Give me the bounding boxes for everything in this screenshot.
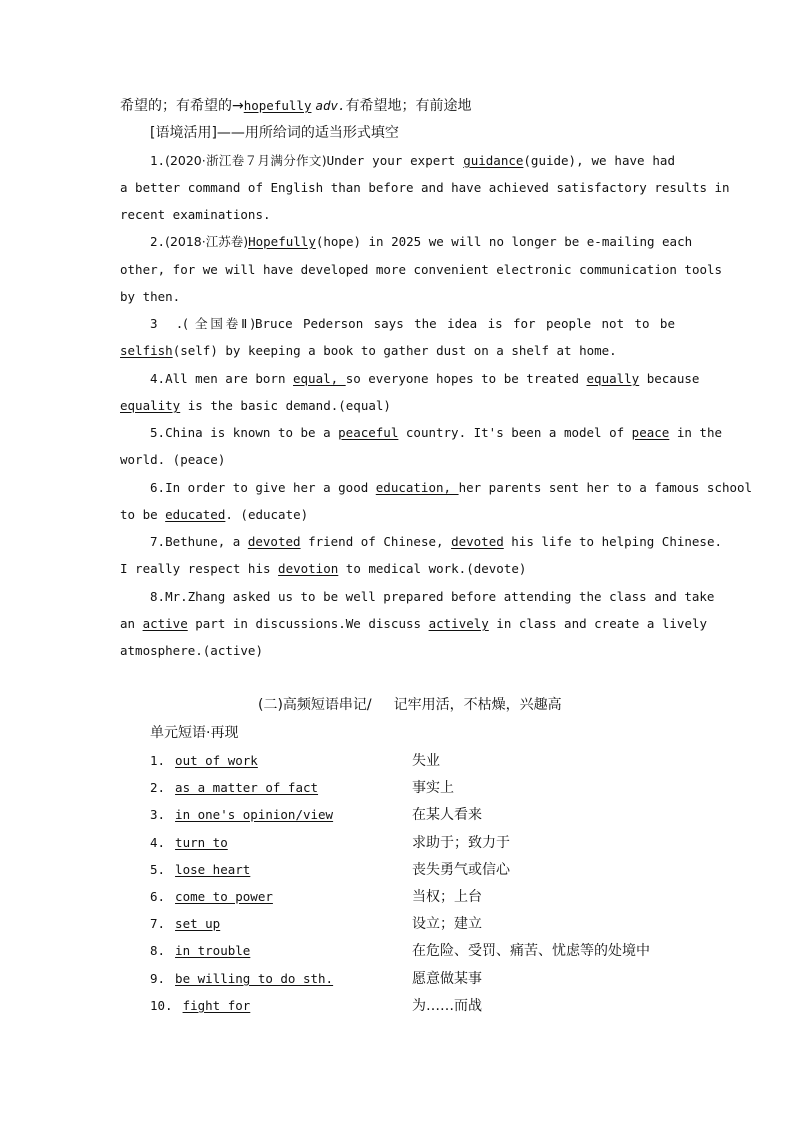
phrase-english: out of work xyxy=(175,753,258,768)
exercise-item-6-line1 xyxy=(150,478,753,498)
answer-blank: Hopefully xyxy=(248,234,316,249)
phrase-row xyxy=(150,968,710,990)
item-text: Under your expert xyxy=(326,153,464,168)
phrase-number: 4. xyxy=(150,835,166,850)
phrase-chinese: 当权；上台 xyxy=(412,889,482,905)
phrase-english: be willing to do sth. xyxy=(175,971,334,986)
item-text: so everyone hopes to be treated xyxy=(345,371,587,386)
item-text: her parents sent her to a famous school xyxy=(458,480,753,495)
answer-blank: actively xyxy=(428,616,489,631)
answer-blank: equally xyxy=(586,371,640,386)
answer-blank: equal, xyxy=(293,371,346,386)
word-meaning: 有希望地；有前途地 xyxy=(345,98,472,114)
phrase-chinese: 在危险、受罚、痛苦、忧虑等的处境中 xyxy=(412,943,650,959)
phrase-chinese: 在某人看来 xyxy=(412,807,482,823)
item-number: 6. xyxy=(150,480,166,495)
item-number: 3 . xyxy=(150,316,184,331)
phrase-number: 3. xyxy=(150,807,166,822)
item-text: Bruce Pederson says the idea is for people not to be xyxy=(255,316,675,331)
phrase-english: fight for xyxy=(182,998,251,1013)
item-text: (self) by keeping a book to gather dust on a shelf at home. xyxy=(172,343,617,358)
exercise-item-5-line1 xyxy=(150,423,722,443)
phrases-subheading: 单元短语·再现 xyxy=(150,725,239,741)
phrase-english: lose heart xyxy=(175,862,251,877)
phrase-row xyxy=(150,859,710,881)
answer-blank: devotion xyxy=(278,561,339,576)
phrase-number: 8. xyxy=(150,943,166,958)
item-text: In order to give her a good xyxy=(165,480,376,495)
exercise-item-2-line1 xyxy=(150,232,693,252)
item-text: (hope) in 2025 we will no longer be e-mailing each xyxy=(315,234,693,249)
derived-word: hopefully xyxy=(243,98,312,113)
item-number: 8. xyxy=(150,589,166,604)
exercise-item-3-line1 xyxy=(150,314,675,334)
exercise-item-8-line2 xyxy=(120,614,708,634)
section-title xyxy=(258,695,562,715)
answer-blank: equality xyxy=(120,398,181,413)
item-text: . (educate) xyxy=(225,507,309,522)
phrase-number: 6. xyxy=(150,889,166,904)
phrase-english: turn to xyxy=(175,835,228,850)
item-text: China is known to be a xyxy=(165,425,339,440)
phrase-chinese: 事实上 xyxy=(412,780,454,796)
item-source: (2020·浙江卷７月满分作文) xyxy=(165,153,327,168)
exercise-item-7-line2 xyxy=(120,559,675,579)
exercise-item-7-line1 xyxy=(150,532,722,552)
exercise-item-8-line3: atmosphere.(active) xyxy=(120,643,263,658)
phrase-row xyxy=(150,832,710,854)
exercise-item-1-line3: recent examinations. xyxy=(120,207,271,222)
phrase-number: 5. xyxy=(150,862,166,877)
phrase-row xyxy=(150,750,710,772)
phrase-row xyxy=(150,940,710,962)
exercise-item-2-line2: other, for we will have developed more convenient electronic communication tools xyxy=(120,262,723,277)
item-text: Bethune, a xyxy=(165,534,248,549)
phrase-english: in trouble xyxy=(175,943,251,958)
item-source: (2018·江苏卷) xyxy=(165,234,249,249)
exercise-item-4-line1 xyxy=(150,369,700,389)
phrase-chinese: 愿意做某事 xyxy=(412,971,482,987)
phrase-chinese: 为……而战 xyxy=(412,998,482,1014)
section-title-main: (二)高频短语串记/ xyxy=(258,697,372,713)
vocab-definition-line xyxy=(120,96,675,116)
phrase-chinese: 设立；建立 xyxy=(412,916,482,932)
phrase-number: 10. xyxy=(150,998,173,1013)
answer-blank: selfish xyxy=(120,343,173,358)
item-text: an xyxy=(120,616,143,631)
item-number: 7. xyxy=(150,534,166,549)
answer-blank: devoted xyxy=(247,534,301,549)
phrase-english: in one's opinion/view xyxy=(175,807,334,822)
phrase-english: as a matter of fact xyxy=(175,780,319,795)
item-text: country. It's been a model of xyxy=(398,425,632,440)
exercise-item-5-line2: world. (peace) xyxy=(120,452,226,467)
answer-blank: active xyxy=(142,616,188,631)
item-text: Mr.Zhang asked us to be well prepared before attending the class and take xyxy=(165,589,715,604)
item-text: his life to helping Chinese. xyxy=(503,534,722,549)
item-text: is the basic demand.(equal) xyxy=(180,398,391,413)
exercise-item-4-line2 xyxy=(120,396,675,416)
item-text: to medical work.(devote) xyxy=(338,561,527,576)
phrase-number: 2. xyxy=(150,780,166,795)
phrase-number: 9. xyxy=(150,971,166,986)
exercise-item-1-line1 xyxy=(150,151,675,171)
phrase-chinese: 丧失勇气或信心 xyxy=(412,862,510,878)
phrase-chinese: 求助于；致力于 xyxy=(412,835,510,851)
exercise-item-3-line2 xyxy=(120,341,675,361)
answer-blank: guidance xyxy=(463,153,524,168)
item-text: All men are born xyxy=(165,371,293,386)
phrase-row xyxy=(150,804,710,826)
phrase-english: set up xyxy=(175,916,221,931)
answer-blank: educated xyxy=(165,507,226,522)
item-text: to be xyxy=(120,507,166,522)
phrase-row xyxy=(150,777,710,799)
answer-blank: devoted xyxy=(451,534,504,549)
item-text: (guide), we have had xyxy=(523,153,675,168)
item-number: 5. xyxy=(150,425,166,440)
item-text: in the xyxy=(669,425,722,440)
phrase-row xyxy=(150,913,710,935)
item-text: I really respect his xyxy=(120,561,279,576)
item-text: in class and create a lively xyxy=(488,616,708,631)
phrase-chinese: 失业 xyxy=(412,753,440,769)
part-of-speech: adv. xyxy=(315,98,346,113)
answer-blank: peaceful xyxy=(338,425,399,440)
item-number: 1. xyxy=(150,153,166,168)
answer-blank: education, xyxy=(375,480,459,495)
item-number: 2. xyxy=(150,234,166,249)
phrase-number: 7. xyxy=(150,916,166,931)
phrase-row xyxy=(150,995,710,1017)
exercise-item-2-line3: by then. xyxy=(120,289,181,304)
phrase-english: come to power xyxy=(175,889,273,904)
exercise-item-8-line1 xyxy=(150,587,715,607)
item-source: ( 全国卷Ⅱ) xyxy=(183,316,255,331)
section-title-motto: 记牢用活，不枯燥，兴趣高 xyxy=(393,697,562,713)
item-text: friend of Chinese, xyxy=(300,534,452,549)
phrase-row xyxy=(150,886,710,908)
item-number: 4. xyxy=(150,371,166,386)
item-text: because xyxy=(639,371,700,386)
exercise-item-6-line2 xyxy=(120,505,675,525)
answer-blank: peace xyxy=(631,425,670,440)
item-text: part in discussions.We discuss xyxy=(187,616,429,631)
phrase-number: 1. xyxy=(150,753,166,768)
exercise-item-1-line2: a better command of English than before and have achieved satisfactory results in xyxy=(120,180,730,195)
context-heading: [语境活用]——用所给词的适当形式填空 xyxy=(150,125,399,141)
word-meaning-prefix: 希望的；有希望的→ xyxy=(120,98,244,114)
